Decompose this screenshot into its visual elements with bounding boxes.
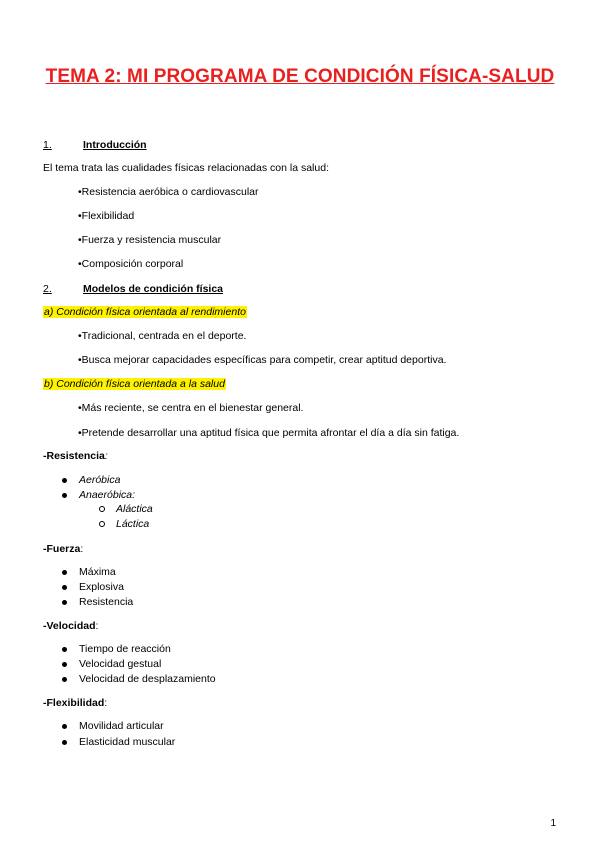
heading-colon: :	[104, 450, 108, 462]
list-item-label: Tiempo de reacción	[79, 643, 171, 655]
list-item-label: Elasticidad muscular	[79, 736, 176, 748]
document-title: TEMA 2: MI PROGRAMA DE CONDICIÓN FÍSICA-SALUD	[45, 66, 555, 87]
list-item-label: Velocidad de desplazamiento	[79, 673, 216, 685]
section-heading-introduccion	[43, 139, 147, 152]
section-heading-modelos	[43, 283, 223, 296]
bullet-icon	[62, 662, 67, 667]
heading-label: -Fuerza	[43, 543, 81, 555]
list-item-label: Láctica	[116, 518, 150, 530]
model-a-row	[43, 306, 247, 319]
model-a-heading: a) Condición física orientada al rendimiento	[44, 306, 246, 318]
list-item: •Pretende desarrollar una aptitud física que permita afrontar el día a día sin fatiga.	[78, 427, 460, 439]
list-item: •Fuerza y resistencia muscular	[78, 234, 222, 246]
list-item-label: Anaeróbica:	[79, 489, 136, 501]
list-item-label: Aeróbica	[79, 474, 121, 486]
list-item	[62, 566, 116, 579]
bullet-icon	[62, 600, 67, 605]
hollow-bullet-icon	[99, 506, 105, 512]
section-number: 1.	[43, 139, 52, 151]
list-item	[62, 643, 171, 656]
bullet-icon	[62, 724, 67, 729]
list-item-label: Velocidad gestual	[79, 658, 162, 670]
list-item-label: Movilidad articular	[79, 720, 164, 732]
list-item	[62, 736, 175, 749]
model-b-heading: b) Condición física orientada a la salud	[44, 378, 225, 390]
list-item: •Tradicional, centrada en el deporte.	[78, 330, 247, 342]
list-item: •Composición corporal	[78, 258, 184, 270]
bullet-icon	[62, 570, 67, 575]
fuerza-heading	[43, 543, 83, 556]
heading-colon: :	[95, 620, 99, 632]
list-item	[62, 673, 216, 686]
heading-label: -Resistencia	[43, 450, 105, 462]
velocidad-heading	[43, 620, 98, 633]
list-item-label: Máxima	[79, 566, 116, 578]
list-item: •Más reciente, se centra en el bienestar general.	[78, 402, 304, 414]
list-item	[62, 658, 161, 671]
intro-paragraph: El tema trata las cualidades físicas relacionadas con la salud:	[43, 162, 329, 174]
section-number: 2.	[43, 283, 52, 295]
bullet-icon	[62, 740, 67, 745]
bullet-icon	[62, 647, 67, 652]
list-item-label: Explosiva	[79, 581, 124, 593]
heading-colon: :	[104, 697, 108, 709]
section-title: Introducción	[83, 139, 147, 151]
bullet-icon	[62, 585, 67, 590]
resistencia-heading	[43, 450, 108, 463]
page-number: 1	[550, 818, 556, 829]
heading-label: -Velocidad	[43, 620, 96, 632]
model-b-row	[43, 378, 226, 391]
list-item	[62, 720, 164, 733]
list-item	[62, 581, 124, 594]
heading-colon: :	[80, 543, 84, 555]
section-title: Modelos de condición física	[83, 283, 224, 295]
sub-list-item	[99, 518, 149, 531]
list-item-label: Resistencia	[79, 596, 134, 608]
list-item	[62, 474, 120, 487]
list-item: •Busca mejorar capacidades específicas para competir, crear aptitud deportiva.	[78, 354, 447, 366]
bullet-icon	[62, 478, 67, 483]
heading-label: -Flexibilidad	[43, 697, 105, 709]
bullet-icon	[62, 493, 67, 498]
list-item: •Resistencia aeróbica o cardiovascular	[78, 186, 259, 198]
bullet-icon	[62, 677, 67, 682]
list-item	[62, 489, 135, 502]
hollow-bullet-icon	[99, 521, 105, 527]
list-item: •Flexibilidad	[78, 210, 135, 222]
list-item	[62, 596, 133, 609]
list-item-label: Aláctica	[116, 503, 153, 515]
flexibilidad-heading	[43, 697, 107, 710]
sub-list-item	[99, 503, 153, 516]
